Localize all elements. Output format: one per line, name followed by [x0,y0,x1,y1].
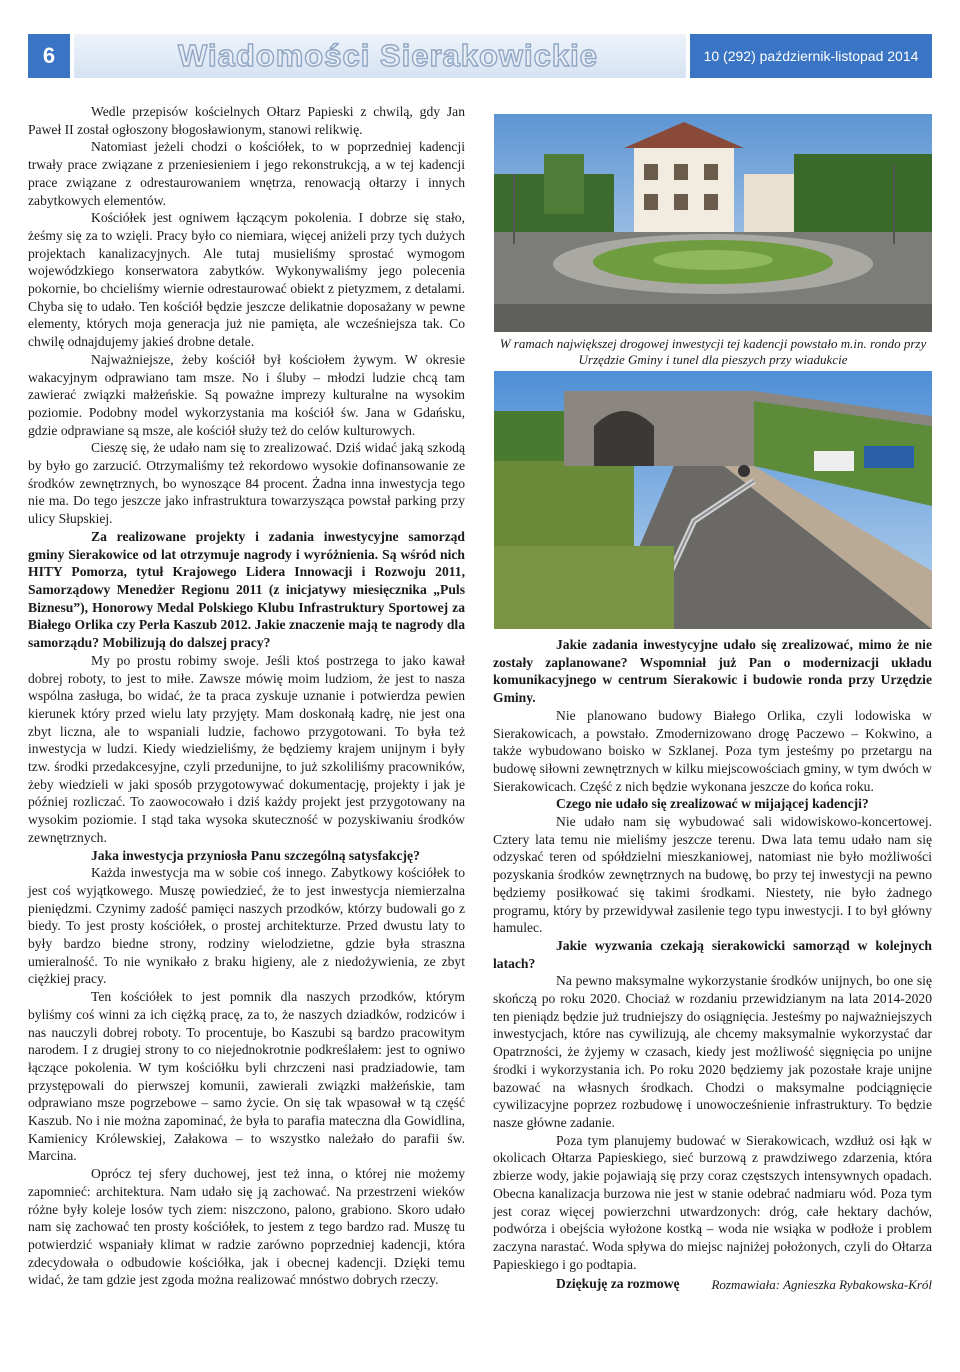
body-paragraph: Na pewno maksymalne wykorzystanie środków unijnych, bo one się skończą po roku 2020. Chociaż w rozdaniu przewidzianym na lata 2014-2020 ten pieniądz będzie już trudniejszy do osiągnięcia. Jesteśmy po najważniejszych inwestycjach, które nas cywilizują, ale chcemy maksymalnie wykorzystać dar Opatrzności, że żyjemy w czasach, kiedy jest możliwość sięgnięcia po unijne środki i wykorzystania ich. Po roku 2020 będziemy jak pozostałe kraje unijne bazować na własnych środkach. Chodzi o maksymalne podciągnięcie cywilizacyjne poprzez rozbudowę i unowocześnienie infrastruktury. To będzie nasze główne zadanie. [493,973,932,1130]
body-paragraph: Natomiast jeżeli chodzi o kościółek, to w poprzedniej kadencji trwały prace związane z przeniesieniem i jego rekonstrukcją, a w tej kadencji prace związane z odrestaurowaniem wnętrza, renowacją ołtarzy i innych zabytkowych elementów. [28,139,465,208]
body-paragraph: Nie planowano budowy Białego Orlika, czyli lodowiska w Sierakowicach, a powstało. Zmodernizowano drogę Paczewo – Kokwino, a także wybudowano boisko w Szklanej. Poza tym jesteśmy po przetargu na budowę siłowni zewnętrznych w kilku miejscowościach gminy, w tym dwóch w Sierakowicach. Część z nich będzie wykonana jeszcze do końca roku. [493,707,932,794]
body-paragraph: Każda inwestycja ma w sobie coś innego. Zabytkowy kościółek to jest coś wyjątkowego. Muszę powiedzieć, że to jest inwestycja niemierzalna pieniędzmi. Czynimy zadość pamięci naszych przodków, którzy budowali go z biedy. To jest prosty kościółek, o prostej architekturze. Przed dwustu laty to były bardzo biedne strony, rodziny wielodzietne, gdzie była straszna umieralność. To nie wynikało z braku higieny, ale z niedożywienia, ze zbyt ciężkiej pracy. [28,865,465,987]
interview-question: Jakie wyzwania czekają sierakowicki samorząd w kolejnych latach? [493,937,932,971]
viaduct-tunnel-photo [494,371,932,629]
body-paragraph: Ten kościółek to jest pomnik dla naszych przodków, którym byliśmy coś winni za ich ciężką pracę, za to, że naszych dziadków, rodziców i nas nauczyli dobrej roboty. To procentuje, bo Kaszubi są bardzo pracowitym narodem. I z drugiej strony to co niejednokrotnie podkreślałem: jest to ogniwo łączące pokolenia. W tym kościółku byli chrzczeni nasi pradziadowie, tam przystępowali do pierwszej komunii, zawierali związki małżeńskie, tam odprawiano msze pogrzebowe – samo życie. On się tak wpasował w tą część Kaszub. No i nie można zapominać, że była to parafia mateczna dla Gowidlina, Kamienicy Królewskiej, Załakowa – to wszystko należało do parafii św. Marcina. [28,989,465,1164]
roundabout-photo [494,114,932,332]
interview-question: Czego nie udało się zrealizować w mijającej kadencji? [556,796,869,812]
body-paragraph: Wedle przepisów kościelnych Ołtarz Papieski z chwilą, gdy Jan Paweł II został ogłoszony błogosławionym, stanowi relikwię. [28,104,465,137]
body-paragraph: Kościółek jest ogniwem łączącym pokolenia. I dobrze się stało, żeśmy się za to wzięli. Pracy było co niemiara, więcej aniżeli przy tych dużych projektach kanalizacyjnych. Ale tutaj musieliśmy sprostać wymogom wojewódzkiego konserwatora zabytków. Wykonywaliśmy jego polecenia pokornie, bo chcieliśmy wiernie odrestaurować obiekt z pietyzmem, z detalami. Chyba się to udało. Ten kościół będzie jeszcze delikatnie doposażany w pewne elementy, których moja generacja już nie pamięta, ale wcześniejsza tak. Co chwilę odnajdujemy jakieś drobne detale. [28,210,465,350]
interview-question: Jaka inwestycja przyniosła Panu szczególną satysfakcję? [91,847,420,863]
photo-caption: W ramach największej drogowej inwestycji tej kadencji powstało m.in. rondo przy Urzędzie Gminy i tunel dla pieszych przy wiadukcie [499,336,927,367]
body-paragraph: My po prostu robimy swoje. Jeśli ktoś postrzega to jako kawał dobrej roboty, to jest to miłe. Zawsze mówię moim ludziom, że jest to nasza wspólna zasługa, bo widać, że ta praca zyskuje uznanie i potwierdza pewien kierunek który przed wielu laty przyjęty. Mam doskonałą kadrę, nie jest ona zbyt liczna, ale to wspaniali ludzie, fachowo przygotowani. To była też inwestycja w ludzi. Kiedy wiedzieliśmy, że będziemy krajem unijnym i były tzw. środki przedakcesyjne, czyli przedunijne, to już szkoliliśmy pracowników, żeby wiedzieli w jaki sposób przygotowywać dokumentację, projekty i jak je później rozliczać. To zaowocowało i dziś każdy projekt jest przygotowany na wysokim poziomie. I stąd taka wysoka skuteczność w pozyskiwaniu środków zewnętrznych. [28,652,465,845]
body-paragraph: Oprócz tej sfery duchowej, jest też inna, o której nie możemy zapomnieć: architektura. Nam udało się ją zachować. Na przestrzeni wieków różne były koleje losów tych ziem: niszczono, palono, grabiono. Skoro udało nam się zachować ten prosty kościółek, to jestem z tego bardzo rad. Muszę tu potwierdzić wspaniały klimat w radzie zarówno poprzedniej kadencji, która zdecydowała o odbudowie kościółka, jak i obecnej kadencji. Dzięki temu widać, że tam gdzie jest zgoda można realizować mnóstwo dobrych rzeczy. [28,1166,465,1288]
body-paragraph: Nie udało nam się wybudować sali widowiskowo-koncertowej. Cztery lata temu nie mieliśmy jeszcze terenu. Dwa lata temu udało nam się odzyskać teren od spółdzielni mieszkaniowej, natomiast nie było możliwości pozyskania środków zewnętrznych na budowę, bo przy tej inwestycji na pewno będziemy posiłkować się takimi środkami. Niestety, nie było żadnego programu, który by przewidywał zasilenie tego typu inwestycji. I to był główny hamulec. [493,814,932,936]
page-number: 6 [28,34,70,78]
issue-info: 10 (292) październik-listopad 2014 [690,34,932,78]
closing-thanks: Dziękuję za rozmowę [556,1276,680,1292]
body-paragraph: Poza tym planujemy budować w Sierakowicach, wzdłuż osi łąk w okolicach Ołtarza Papieskiego, sieć burzową z prawdziwego zdarzenia, która zbierze wody, jakie pojawiają się przy coraz częstszych intensywnych opadach. Obecna kanalizacja burzowa nie jest w stanie odebrać nadmiaru wód. Poza tym jest coraz więcej powierzchni utwardzonych: dróg, całe hektary dachów, podwórza i obejścia wyłożone kostką – woda nie wsiąka w podłoże i problem zaczyna narastać. Woda spływa do miejsc najniżej położonych, czyli do Ołtarza Papieskiego i go podtapia. [493,1132,932,1272]
right-column [493,636,932,1294]
masthead [74,34,686,78]
page-header [28,34,932,78]
masthead-title: Wiadomości Sierakowickie [178,38,598,73]
body-paragraph: Cieszę się, że udało nam się to zrealizować. Dziś widać jaką szkodą by było go zarzucić. Otrzymaliśmy też rekordowo wysokie dofinansowanie ze środków zewnętrznych, bo wynoszące 84 procent. Żadna inna inwestycja tego nie ma. Do tego jeszcze jako infrastruktura towarzysząca powstał parking przy ulicy Słupskiej. [28,440,465,527]
interview-question: Za realizowane projekty i zadania inwestycyjne samorząd gminy Sierakowice od lat otrzymuje nagrody i wyróżnienia. Są wśród nich HITY Pomorza, tytuł Krajowego Lidera Innowacji i Rozwoju 2011, Samorządowy Menedżer Regionu 2011 (z inicjatywy miesięcznika „Puls Biznesu”), Honorowy Medal Polskiego Klubu Infrastruktury Sportowej za Białego Orlika czy Perła Kaszub 2012. Jakie znaczenie mają te nagrody dla samorządu? Mobilizują do dalszej pracy? [28,528,465,651]
left-column [28,103,465,1289]
byline: Rozmawiała: Agnieszka Rybakowska-Król [711,1277,932,1293]
interview-question: Jakie zadania inwestycyjne udało się zrealizować, mimo że nie zostały zaplanowane? Wspomniał już Pan o modernizacji układu komunikacyjnego w centrum Sierakowic i budowie ronda przy Urzędzie Gminy. [493,637,932,706]
body-paragraph: Najważniejsze, żeby kościół był kościołem żywym. W okresie wakacyjnym odprawiano tam msze. No i śluby – młodzi ludzie chcą tam zawierać związki małżeńskie. Są poważne imprezy kulturalne na wysokim poziomie. Podobny model wykorzystania ma kościół św. Jana w Gdańsku, gdzie odprawiane są msze, ale kościół służy też do celów kulturowych. [28,351,465,438]
